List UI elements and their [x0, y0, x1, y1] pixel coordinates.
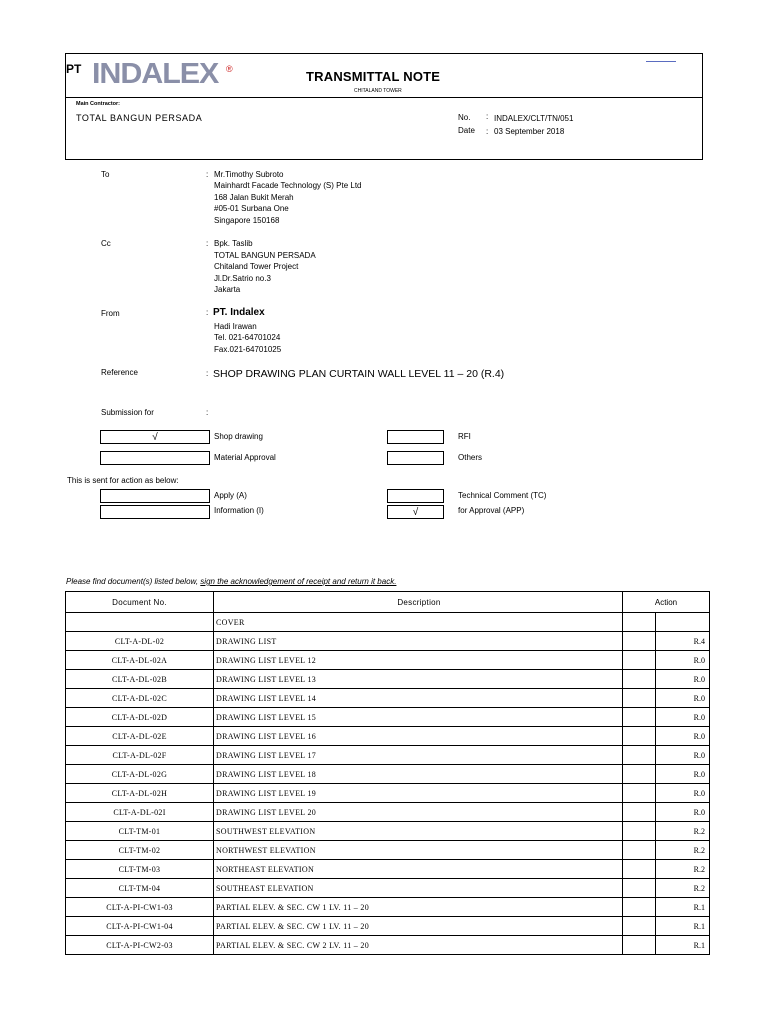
- cc-line: Bpk. Taslib: [214, 239, 253, 248]
- description-cell: DRAWING LIST LEVEL 20: [214, 803, 623, 822]
- document-no-cell: CLT-A-DL-02H: [66, 784, 214, 803]
- submission-label: Submission for: [101, 408, 154, 417]
- main-contractor-label: Main Contractor:: [76, 101, 120, 107]
- description-cell: DRAWING LIST LEVEL 12: [214, 651, 623, 670]
- spacer-cell: [623, 841, 656, 860]
- spacer-cell: [623, 765, 656, 784]
- description-cell: PARTIAL ELEV. & SEC. CW 2 LV. 11 – 20: [214, 936, 623, 955]
- description-cell: DRAWING LIST: [214, 632, 623, 651]
- shop-drawing-checkbox[interactable]: √: [100, 430, 210, 444]
- spacer-cell: [623, 727, 656, 746]
- document-no-cell: CLT-A-DL-02I: [66, 803, 214, 822]
- spacer-cell: [623, 936, 656, 955]
- spacer-cell: [623, 689, 656, 708]
- description-cell: DRAWING LIST LEVEL 19: [214, 784, 623, 803]
- others-checkbox[interactable]: [387, 451, 444, 465]
- description-cell: DRAWING LIST LEVEL 13: [214, 670, 623, 689]
- action-cell: R.0: [656, 670, 710, 689]
- description-cell: PARTIAL ELEV. & SEC. CW 1 LV. 11 – 20: [214, 898, 623, 917]
- action-cell: R.0: [656, 784, 710, 803]
- description-cell: DRAWING LIST LEVEL 18: [214, 765, 623, 784]
- main-contractor-value: TOTAL BANGUN PERSADA: [76, 113, 203, 123]
- table-row: [66, 936, 710, 955]
- table-header-row: [66, 592, 710, 613]
- action-cell: R.4: [656, 632, 710, 651]
- action-cell: R.2: [656, 841, 710, 860]
- document-subtitle: CHITALAND TOWER: [354, 88, 402, 94]
- document-no-cell: CLT-TM-01: [66, 822, 214, 841]
- table-row: [66, 879, 710, 898]
- action-cell: R.1: [656, 917, 710, 936]
- action-cell: R.0: [656, 727, 710, 746]
- cc-label: Cc: [101, 239, 111, 248]
- technical-comment-checkbox[interactable]: [387, 489, 444, 503]
- spacer-cell: [623, 613, 656, 632]
- spacer-cell: [623, 917, 656, 936]
- registered-icon: ®: [226, 64, 233, 74]
- reference-label: Reference: [101, 368, 138, 377]
- document-no-cell: CLT-A-DL-02F: [66, 746, 214, 765]
- to-line: Singapore 150168: [214, 216, 280, 225]
- others-label: Others: [458, 453, 483, 462]
- table-row: [66, 765, 710, 784]
- document-no-cell: CLT-A-PI-CW1-03: [66, 898, 214, 917]
- table-row: [66, 860, 710, 879]
- spacer-cell: [623, 784, 656, 803]
- from-line: Hadi Irawan: [214, 322, 257, 331]
- spacer-cell: [623, 708, 656, 727]
- cc-line: Jl.Dr.Satrio no.3: [214, 274, 271, 283]
- description-cell: SOUTHEAST ELEVATION: [214, 879, 623, 898]
- action-cell: R.0: [656, 803, 710, 822]
- table-row: [66, 651, 710, 670]
- to-line: #05-01 Surbana One: [214, 204, 289, 213]
- table-row: [66, 727, 710, 746]
- for-approval-checkbox[interactable]: √: [387, 505, 444, 519]
- action-cell: R.0: [656, 708, 710, 727]
- material-approval-checkbox[interactable]: [100, 451, 210, 465]
- rfi-label: RFI: [458, 432, 471, 441]
- document-table: [65, 591, 710, 955]
- spacer-cell: [623, 670, 656, 689]
- description-cell: NORTHEAST ELEVATION: [214, 860, 623, 879]
- to-line: Mr.Timothy Subroto: [214, 170, 284, 179]
- table-row: [66, 670, 710, 689]
- indalex-logo: INDALEX: [92, 58, 219, 90]
- document-no-cell: CLT-A-DL-02B: [66, 670, 214, 689]
- document-no-cell: CLT-A-DL-02D: [66, 708, 214, 727]
- submission-colon: :: [206, 408, 209, 417]
- document-no-cell: CLT-A-PI-CW1-04: [66, 917, 214, 936]
- cc-line: TOTAL BANGUN PERSADA: [214, 251, 316, 260]
- from-line: Tel. 021-64701024: [214, 333, 281, 342]
- document-no-cell: CLT-TM-04: [66, 879, 214, 898]
- action-cell: R.0: [656, 651, 710, 670]
- no-colon: :: [486, 112, 489, 121]
- action-cell: R.1: [656, 898, 710, 917]
- document-no-cell: [66, 613, 214, 632]
- technical-comment-label: Technical Comment (TC): [458, 491, 547, 500]
- description-cell: DRAWING LIST LEVEL 15: [214, 708, 623, 727]
- date-label: Date: [458, 126, 475, 135]
- action-cell: R.2: [656, 879, 710, 898]
- from-colon: :: [206, 308, 209, 317]
- cc-line: Jakarta: [214, 285, 241, 294]
- spacer-cell: [623, 822, 656, 841]
- description-cell: DRAWING LIST LEVEL 16: [214, 727, 623, 746]
- cc-line: Chitaland Tower Project: [214, 262, 299, 271]
- note-prefix: Please find document(s) listed below,: [66, 577, 201, 586]
- document-no-cell: CLT-A-DL-02G: [66, 765, 214, 784]
- description-cell: COVER: [214, 613, 623, 632]
- material-approval-label: Material Approval: [214, 453, 276, 462]
- information-label: Information (I): [214, 506, 264, 515]
- action-cell: R.0: [656, 689, 710, 708]
- action-label: This is sent for action as below:: [67, 476, 179, 485]
- from-line: Fax.021-64701025: [214, 345, 282, 354]
- no-value: INDALEX/CLT/TN/051: [494, 114, 574, 123]
- to-line: 168 Jalan Bukit Merah: [214, 193, 294, 202]
- from-label: From: [101, 309, 120, 318]
- table-row: [66, 917, 710, 936]
- to-colon: :: [206, 170, 209, 179]
- table-body: [66, 613, 710, 955]
- cc-colon: :: [206, 239, 209, 248]
- reference-value: SHOP DRAWING PLAN CURTAIN WALL LEVEL 11 – 20 (R.4): [213, 368, 505, 380]
- action-cell: R.0: [656, 746, 710, 765]
- date-colon: :: [486, 127, 489, 136]
- date-value: 03 September 2018: [494, 127, 565, 136]
- reference-colon: :: [206, 369, 209, 378]
- document-no-cell: CLT-A-DL-02A: [66, 651, 214, 670]
- action-cell: R.2: [656, 822, 710, 841]
- header-action: Action: [623, 592, 710, 613]
- spacer-cell: [623, 803, 656, 822]
- spacer-cell: [623, 860, 656, 879]
- document-no-cell: CLT-TM-02: [66, 841, 214, 860]
- action-cell: R.2: [656, 860, 710, 879]
- table-row: [66, 822, 710, 841]
- instruction-note: [66, 577, 396, 586]
- table-row: [66, 689, 710, 708]
- action-cell: [656, 613, 710, 632]
- description-cell: DRAWING LIST LEVEL 17: [214, 746, 623, 765]
- action-cell: R.0: [656, 765, 710, 784]
- logo-pt: PT: [66, 62, 82, 76]
- information-checkbox[interactable]: [100, 505, 210, 519]
- for-approval-label: for Approval (APP): [458, 506, 525, 515]
- table-row: [66, 841, 710, 860]
- document-no-cell: CLT-A-DL-02C: [66, 689, 214, 708]
- table-row: [66, 746, 710, 765]
- table-row: [66, 784, 710, 803]
- from-company: PT. Indalex: [213, 307, 265, 318]
- description-cell: PARTIAL ELEV. & SEC. CW 1 LV. 11 – 20: [214, 917, 623, 936]
- table-row: [66, 613, 710, 632]
- apply-checkbox[interactable]: [100, 489, 210, 503]
- document-no-cell: CLT-A-DL-02: [66, 632, 214, 651]
- spacer-cell: [623, 632, 656, 651]
- description-cell: NORTHWEST ELEVATION: [214, 841, 623, 860]
- document-no-cell: CLT-A-DL-02E: [66, 727, 214, 746]
- note-underlined: sign the acknowledgement of receipt and return it back.: [200, 577, 397, 586]
- header-link-mark: [646, 61, 676, 62]
- shop-drawing-label: Shop drawing: [214, 432, 263, 441]
- no-label: No.: [458, 113, 471, 122]
- spacer-cell: [623, 651, 656, 670]
- to-label: To: [101, 170, 110, 179]
- to-line: Mainhardt Facade Technology (S) Pte Ltd: [214, 181, 362, 190]
- header-description: Description: [214, 592, 623, 613]
- description-cell: SOUTHWEST ELEVATION: [214, 822, 623, 841]
- action-cell: R.1: [656, 936, 710, 955]
- header-divider: [65, 97, 703, 98]
- description-cell: DRAWING LIST LEVEL 14: [214, 689, 623, 708]
- table-row: [66, 632, 710, 651]
- spacer-cell: [623, 879, 656, 898]
- header-document-no: Document No.: [66, 592, 214, 613]
- spacer-cell: [623, 746, 656, 765]
- spacer-cell: [623, 898, 656, 917]
- document-title: TRANSMITTAL NOTE: [306, 69, 441, 84]
- table-row: [66, 708, 710, 727]
- document-no-cell: CLT-A-PI-CW2-03: [66, 936, 214, 955]
- table-row: [66, 898, 710, 917]
- apply-label: Apply (A): [214, 491, 247, 500]
- table-row: [66, 803, 710, 822]
- document-no-cell: CLT-TM-03: [66, 860, 214, 879]
- rfi-checkbox[interactable]: [387, 430, 444, 444]
